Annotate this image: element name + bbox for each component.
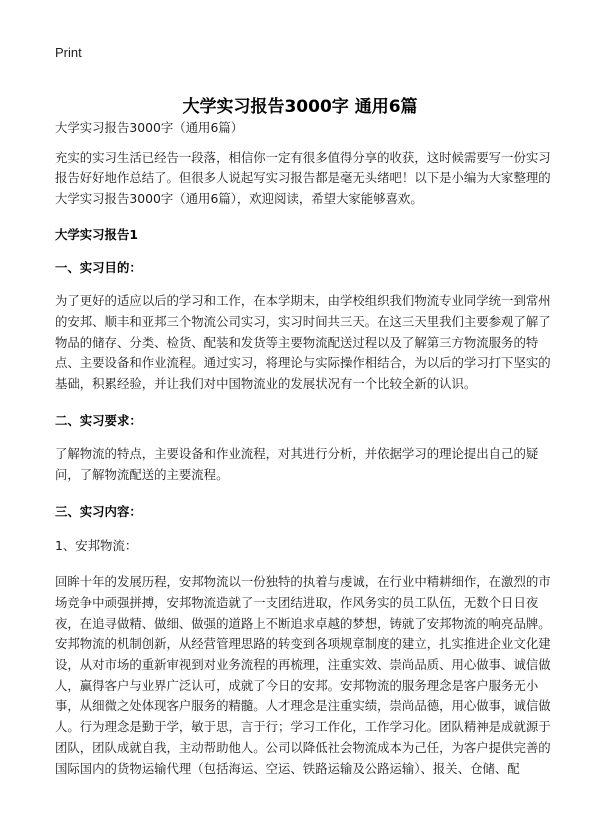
- document-body: [55, 118, 556, 779]
- section-heading-content: 三、实习内容：: [55, 503, 142, 519]
- report-heading: 大学实习报告1: [55, 226, 138, 242]
- page-title: 大学实习报告3000字 通用6篇: [182, 97, 418, 118]
- section-subheading-anbang: 1、安邦物流：: [55, 537, 138, 553]
- intro-paragraph: 充实的实习生活已经告一段落，相信你一定有很多值得分享的收获，这时候需要写一份实习报告好好地作总结了。但很多人说起写实习报告都是毫无头绪吧！以下是小编为大家整理的大学实习报告3000字（通用6篇），欢迎阅读，希望大家能够喜欢。: [55, 149, 551, 207]
- print-link[interactable]: Print: [55, 45, 82, 60]
- section-body-content: 回眸十年的发展历程，安邦物流以一份独特的执着与虔诚，在行业中精耕细作，在激烈的市场竞争中顽强拼搏，安邦物流造就了一支团结进取，作风务实的员工队伍，无数个日日夜夜，在追寻做精、做细、做强的道路上不断追求卓越的梦想，铸就了安邦物流的响亮品牌。安邦物流的机制创新，从经营管理思路的转变到各项规章制度的建立，扎实推进企业文化建设，从对市场的重新审视到对业务流程的再梳理，注重实效、崇尚品质、用心做事、诚信做人，赢得客户与业界广泛认可，成就了今日的安邦。安邦物流的服务理念是客户服务无小事，从细微之处体现客户服务的精髓。人才理念是注重实绩，崇尚品德，用心做事，诚信做人。行为理念是勤于学，敏于思，言于行；学习工作化，工作学习化。团队精神是成就源于团队，团队成就自我，主动帮助他人。公司以降低社会物流成本为己任，为客户提供完善的国际国内的货物运输代理（包括海运、空运、铁路运输及公路运输）、报关、仓储、配: [55, 574, 551, 776]
- document-subtitle: 大学实习报告3000字（通用6篇）: [55, 120, 244, 135]
- section-body-purpose: 为了更好的适应以后的学习和工作，在本学期末，由学校组织我们物流专业同学统一到常州的安邦、顺丰和亚邦三个物流公司实习，实习时间共三天。在这三天里我们主要参观了解了物品的储存、分类、检货、配装和发货等主要物流配送过程以及了解第三方物流服务的特点、主要设备和作业流程。通过实习，将理论与实际操作相结合，为以后的学习打下坚实的基础，积累经验，并让我们对中国物流业的发展状况有一个比较全新的认识。: [55, 293, 551, 392]
- section-heading-purpose: 一、实习目的：: [55, 259, 142, 275]
- section-heading-requirements: 二、实习要求：: [55, 412, 142, 428]
- section-body-requirements: 了解物流的特点，主要设备和作业流程，对其进行分析，并依据学习的理论提出自己的疑问，了解物流配送的主要流程。: [55, 446, 539, 483]
